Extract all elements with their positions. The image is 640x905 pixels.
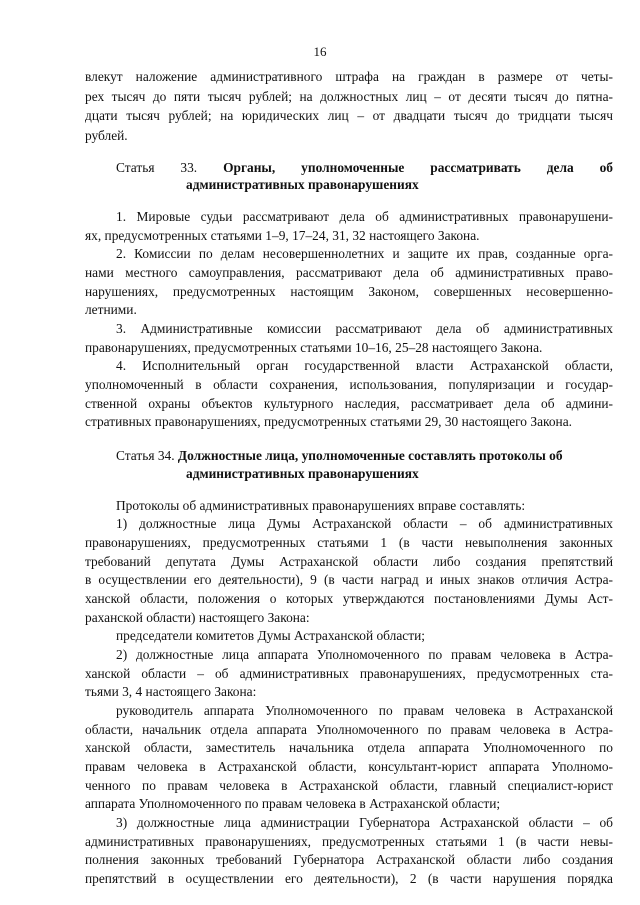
text-line: области, начальник отдела аппарата Уполномоченного по правам человека в Астра- xyxy=(85,721,613,737)
text-line: рех тысяч до пяти тысяч рублей; на должностных лиц – от десяти тысяч до пятна- xyxy=(85,88,613,104)
text-line: правонарушениях, предусмотренных статьями 1 (в части невыполнения законных xyxy=(85,534,613,550)
text-line: правонарушениях, предусмотренных статьями 10–16, 25–28 настоящего Закона. xyxy=(85,339,543,355)
text-line: нами местного самоуправления, рассматривают дела об административных право- xyxy=(85,265,613,281)
text-line: председатели комитетов Думы Астраханской области; xyxy=(116,628,425,644)
text-line: влекут наложение административного штрафа на граждан в размере от четы- xyxy=(85,69,613,84)
article-33-prefix: Статья 33. xyxy=(116,159,224,175)
text-line: Протоколы об административных правонарушениях вправе составлять: xyxy=(116,497,526,513)
text-line: 2. Комиссии по делам несовершеннолетних и защите их прав, созданные орга- xyxy=(116,246,613,262)
text-line: административных правонарушениях, предусмотренных статьями 1 (в части невы- xyxy=(85,833,613,849)
text-line: ченного по правам человека в Астраханской области, главный специалист-юрист xyxy=(85,777,613,793)
article-33-title: Органы, уполномоченные рассматривать дела об xyxy=(223,159,613,175)
text-line: ственной охраны объектов культурного наследия, рассматривает дела об админи- xyxy=(85,395,613,411)
article-34-title-line-2: административных правонарушениях xyxy=(186,465,419,481)
text-line: полнения законных требований Губернатора Астраханской области либо создания xyxy=(85,852,613,868)
text-line: стративных правонарушениях, предусмотренных статьями 29, 30 настоящего Закона. xyxy=(85,414,572,430)
text-line: ханской области – об административных правонарушениях, предусмотренных ста- xyxy=(85,665,613,681)
text-line: в осуществлении его деятельности), 9 (в части наград и иных знаков отличия Астра- xyxy=(85,572,613,588)
text-line: аппарата Уполномоченного по правам человека в Астраханской области; xyxy=(85,796,501,812)
text-line: препятствий в осуществлении его деятельности), 2 (в части нарушения порядка xyxy=(85,871,613,886)
text-line: 1) должностные лица Думы Астраханской области – об административных xyxy=(116,516,613,532)
article-33-heading xyxy=(116,159,613,176)
text-line: 3) должностные лица администрации Губернатора Астраханской области – об xyxy=(116,815,613,830)
text-line: 1. Мировые судьи рассматривают дела об административных правонарушени- xyxy=(116,209,613,224)
article-34-title: Должностные лица, уполномоченные составлять протоколы об xyxy=(177,448,563,464)
text-line: тьями 3, 4 настоящего Закона: xyxy=(85,684,257,700)
text-line: 3. Административные комиссии рассматривают дела об административных xyxy=(116,321,613,337)
article-34-prefix: Статья 34. xyxy=(116,448,178,464)
text-line: нарушениях, предусмотренных настоящим Законом, совершенных несовершенно- xyxy=(85,283,613,299)
text-line: 2) должностные лица аппарата Уполномоченного по правам человека в Астра- xyxy=(116,646,613,662)
text-line: дцати тысяч рублей; на юридических лиц – от двадцати тысяч до тридцати тысяч xyxy=(85,108,613,124)
text-line: летними. xyxy=(85,302,137,318)
text-line: рублей. xyxy=(85,127,128,143)
text-line: ханской области, положения о которых утверждаются постановлениями Думы Аст- xyxy=(85,590,613,606)
text-line: требований депутата Думы Астраханской области либо создания препятствий xyxy=(85,553,613,569)
text-line: правам человека в Астраханской области, консультант-юрист аппарата Уполномо- xyxy=(85,759,613,774)
article-34-heading xyxy=(116,447,613,464)
text-line: раханской области) настоящего Закона: xyxy=(85,609,310,625)
text-line: уполномоченный в области сохранения, использования, популяризации и государ- xyxy=(85,377,613,393)
page-number: 16 xyxy=(313,44,327,59)
text-line: руководитель аппарата Уполномоченного по правам человека в Астраханской xyxy=(116,702,613,718)
article-33-title-line-2: административных правонарушениях xyxy=(186,177,419,193)
text-line: 4. Исполнительный орган государственной власти Астраханской области, xyxy=(116,358,613,374)
text-line: ях, предусмотренных статьями 1–9, 17–24, 31, 32 настоящего Закона. xyxy=(85,227,480,243)
text-line: ханской области, заместитель начальника отдела аппарата Уполномоченного по xyxy=(85,740,613,756)
